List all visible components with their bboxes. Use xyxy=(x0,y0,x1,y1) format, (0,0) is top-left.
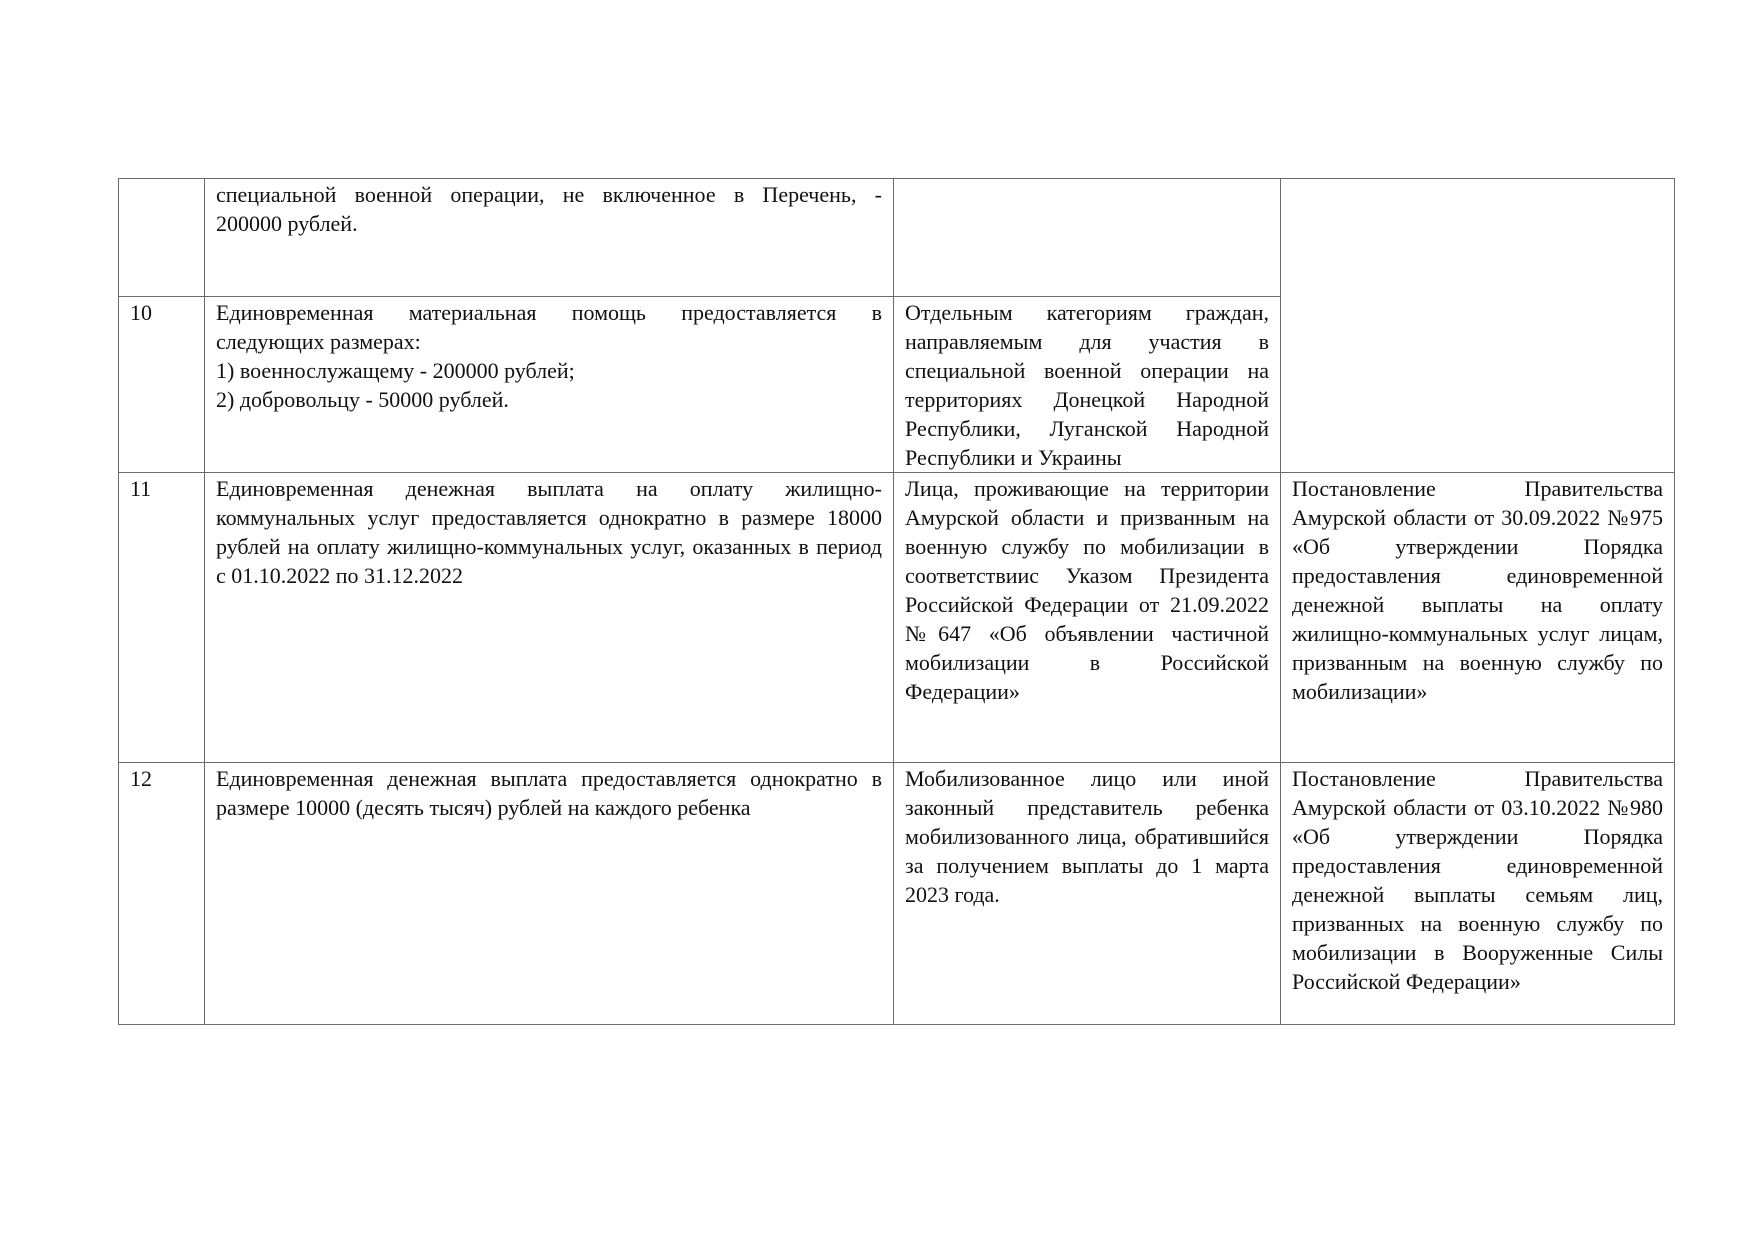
benefit-description: Единовременная денежная выплата на оплату жилищно-коммунальных услуг предоставляется однократно в размере 18000 рублей на оплату жилищно-коммунальных услуг, оказанных в период с 01.10.2022 по 31.12.2022 xyxy=(205,473,894,763)
legal-basis xyxy=(1281,179,1675,473)
benefit-description: Единовременная денежная выплата предоставляется однократно в размере 10000 (десять тысяч) рублей на каждого ребенка xyxy=(205,763,894,1025)
legal-basis: Постановление Правительства Амурской области от 03.10.2022 №980 «Об утверждении Порядка предоставления единовременной денежной выплаты семьям лиц, призванных на военную службу по мобилизации в Вооруженные Силы Российской Федерации» xyxy=(1281,763,1675,1025)
recipient-category: Отдельным категориям граждан, направляемым для участия в специальной военной операции на территориях Донецкой Народной Республики, Луганской Народной Республики и Украины xyxy=(894,297,1281,473)
benefits-table xyxy=(118,178,1675,1025)
row-number: 11 xyxy=(119,473,205,763)
recipient-category: Лица, проживающие на территории Амурской области и призванным на военную службу по мобилизации в соответствиис Указом Президента Российской Федерации от 21.09.2022 №647 «Об объявлении частичной мобилизации в Российской Федерации» xyxy=(894,473,1281,763)
table-row xyxy=(119,179,1675,297)
description-line: специальной военной операции, не включенное в Перечень, - xyxy=(216,182,882,207)
description-line: 200000 рублей. xyxy=(216,211,358,236)
legal-basis: Постановление Правительства Амурской области от 30.09.2022 №975 «Об утверждении Порядка предоставления единовременной денежной выплаты на оплату жилищно-коммунальных услуг лицам, призванным на военную службу по мобилизации» xyxy=(1281,473,1675,763)
description-line: 2) добровольцу - 50000 рублей. xyxy=(216,387,509,412)
table-row xyxy=(119,473,1675,763)
row-number xyxy=(119,179,205,297)
benefit-description xyxy=(205,297,894,473)
recipient-category: Мобилизованное лицо или иной законный представитель ребенка мобилизованного лица, обратившийся за получением выплаты до 1 марта 2023 года. xyxy=(894,763,1281,1025)
row-number: 12 xyxy=(119,763,205,1025)
row-number: 10 xyxy=(119,297,205,473)
description-line: 1) военнослужащему - 200000 рублей; xyxy=(216,358,575,383)
description-line: Единовременная материальная помощь предоставляется в xyxy=(216,300,882,325)
description-line: следующих размерах: xyxy=(216,329,421,354)
table-row xyxy=(119,763,1675,1025)
benefit-description xyxy=(205,179,894,297)
recipient-category xyxy=(894,179,1281,297)
